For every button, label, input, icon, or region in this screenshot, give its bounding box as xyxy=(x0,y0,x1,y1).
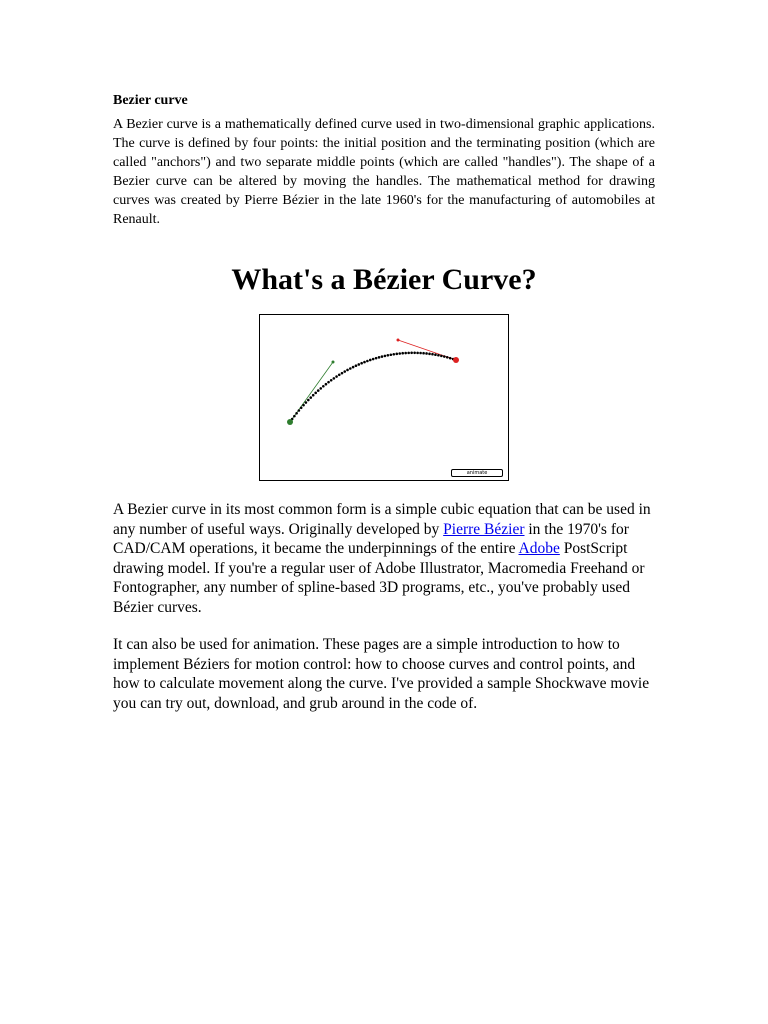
curve-dot xyxy=(330,379,333,382)
curve-dot xyxy=(413,352,416,355)
paragraph-bezier-history xyxy=(113,500,655,617)
curve-dot xyxy=(349,367,352,370)
curve-dot xyxy=(319,387,322,390)
bezier-demo-canvas xyxy=(260,315,508,480)
curve-dot xyxy=(369,359,372,362)
curve-dot xyxy=(375,357,378,360)
curve-dot xyxy=(327,381,330,384)
curve-dot xyxy=(317,389,320,392)
page-heading: What's a Bézier Curve? xyxy=(231,263,537,296)
curve-dot xyxy=(378,356,381,359)
intro-paragraph: A Bezier curve is a mathematically defined curve used in two-dimensional graphic applications. The curve is defined by four points: the initial position and the terminating position (which are called "anchors") and two separate middle points (which are called "handles"). The shape of a Bezier curve can be altered by moving the handles. The mathematical method for drawing curves was created by Pierre Bézier in the late 1960's for the manufacturing of automobiles at Renault. xyxy=(113,117,655,227)
curve-dot xyxy=(363,361,366,364)
curve-dot xyxy=(381,355,384,358)
curve-dot xyxy=(312,394,315,397)
curve-dot xyxy=(440,355,443,358)
pierre-bezier-link[interactable]: Pierre Bézier xyxy=(443,520,525,538)
curve-dot xyxy=(387,354,390,357)
curve-dot xyxy=(357,363,360,366)
curve-dot xyxy=(307,399,310,402)
curve-dot xyxy=(322,385,325,388)
curve-dot xyxy=(384,355,387,358)
curve-dot xyxy=(443,355,446,358)
curve-dot xyxy=(422,352,425,355)
animate-button[interactable]: animate xyxy=(451,469,503,477)
curve-dot xyxy=(333,377,336,380)
curve-dot xyxy=(428,353,431,356)
curve-dot xyxy=(392,353,395,356)
curve-dot xyxy=(372,358,375,361)
paragraph-text: in the 1970's for CAD/CAM operations, it became the underpinnings of the entire xyxy=(113,520,629,557)
curve-dot xyxy=(295,412,298,415)
curve-dot xyxy=(302,404,305,407)
paragraph-animation: It can also be used for animation. These pages are a simple introduction to how to implement Béziers for motion control: how to choose curves and control points, and how to calculate movement along the curve. I've provided a sample Shockwave movie you can try out, download, and grub around in the code of. xyxy=(113,636,650,712)
curve-dot xyxy=(352,366,355,369)
curve-dot xyxy=(446,356,449,359)
curve-dot xyxy=(305,401,308,404)
end-anchor-point[interactable] xyxy=(453,357,459,363)
curve-dot xyxy=(449,357,452,360)
paragraph-text: PostScript drawing model. If you're a regular user of Adobe Illustrator, Macromedia Freehand or Fontographer, any number of spline-based 3D programs, etc., you've probably used Bézier curves. xyxy=(113,540,645,616)
curve-dot xyxy=(338,374,341,377)
curve-dot xyxy=(300,406,303,409)
curve-dot xyxy=(437,354,440,357)
curve-dot xyxy=(416,352,419,355)
curve-dot xyxy=(404,352,407,355)
curve-dot xyxy=(293,415,296,418)
bezier-curve xyxy=(289,352,458,424)
curve-dot xyxy=(390,353,393,356)
curve-dot xyxy=(341,372,344,375)
curve-dot xyxy=(410,352,413,355)
curve-dot xyxy=(431,353,434,356)
curve-dot xyxy=(309,396,312,399)
end-handle-point[interactable] xyxy=(397,339,400,342)
curve-dot xyxy=(346,369,349,372)
curve-dot xyxy=(335,375,338,378)
curve-dot xyxy=(395,353,398,356)
curve-dot xyxy=(401,352,404,355)
curve-dot xyxy=(419,352,422,355)
paragraph-text: A Bezier curve in its most common form is a simple cubic equation that can be used in any number of useful ways. Originally developed by xyxy=(113,501,651,538)
bezier-demo-figure xyxy=(259,314,509,481)
curve-dot xyxy=(355,364,358,367)
adobe-link[interactable]: Adobe xyxy=(518,540,560,557)
curve-dot xyxy=(314,392,317,395)
curve-dot xyxy=(325,383,328,386)
curve-dot xyxy=(434,353,437,356)
curve-dot xyxy=(425,352,428,355)
curve-dot xyxy=(398,352,401,355)
start-handle-point[interactable] xyxy=(332,361,335,364)
start-anchor-point[interactable] xyxy=(287,419,293,425)
curve-dot xyxy=(298,409,301,412)
curve-dot xyxy=(366,360,369,363)
curve-dot xyxy=(407,352,410,355)
section-title: Bezier curve xyxy=(113,93,188,108)
curve-dot xyxy=(360,362,363,365)
curve-dot xyxy=(343,370,346,373)
